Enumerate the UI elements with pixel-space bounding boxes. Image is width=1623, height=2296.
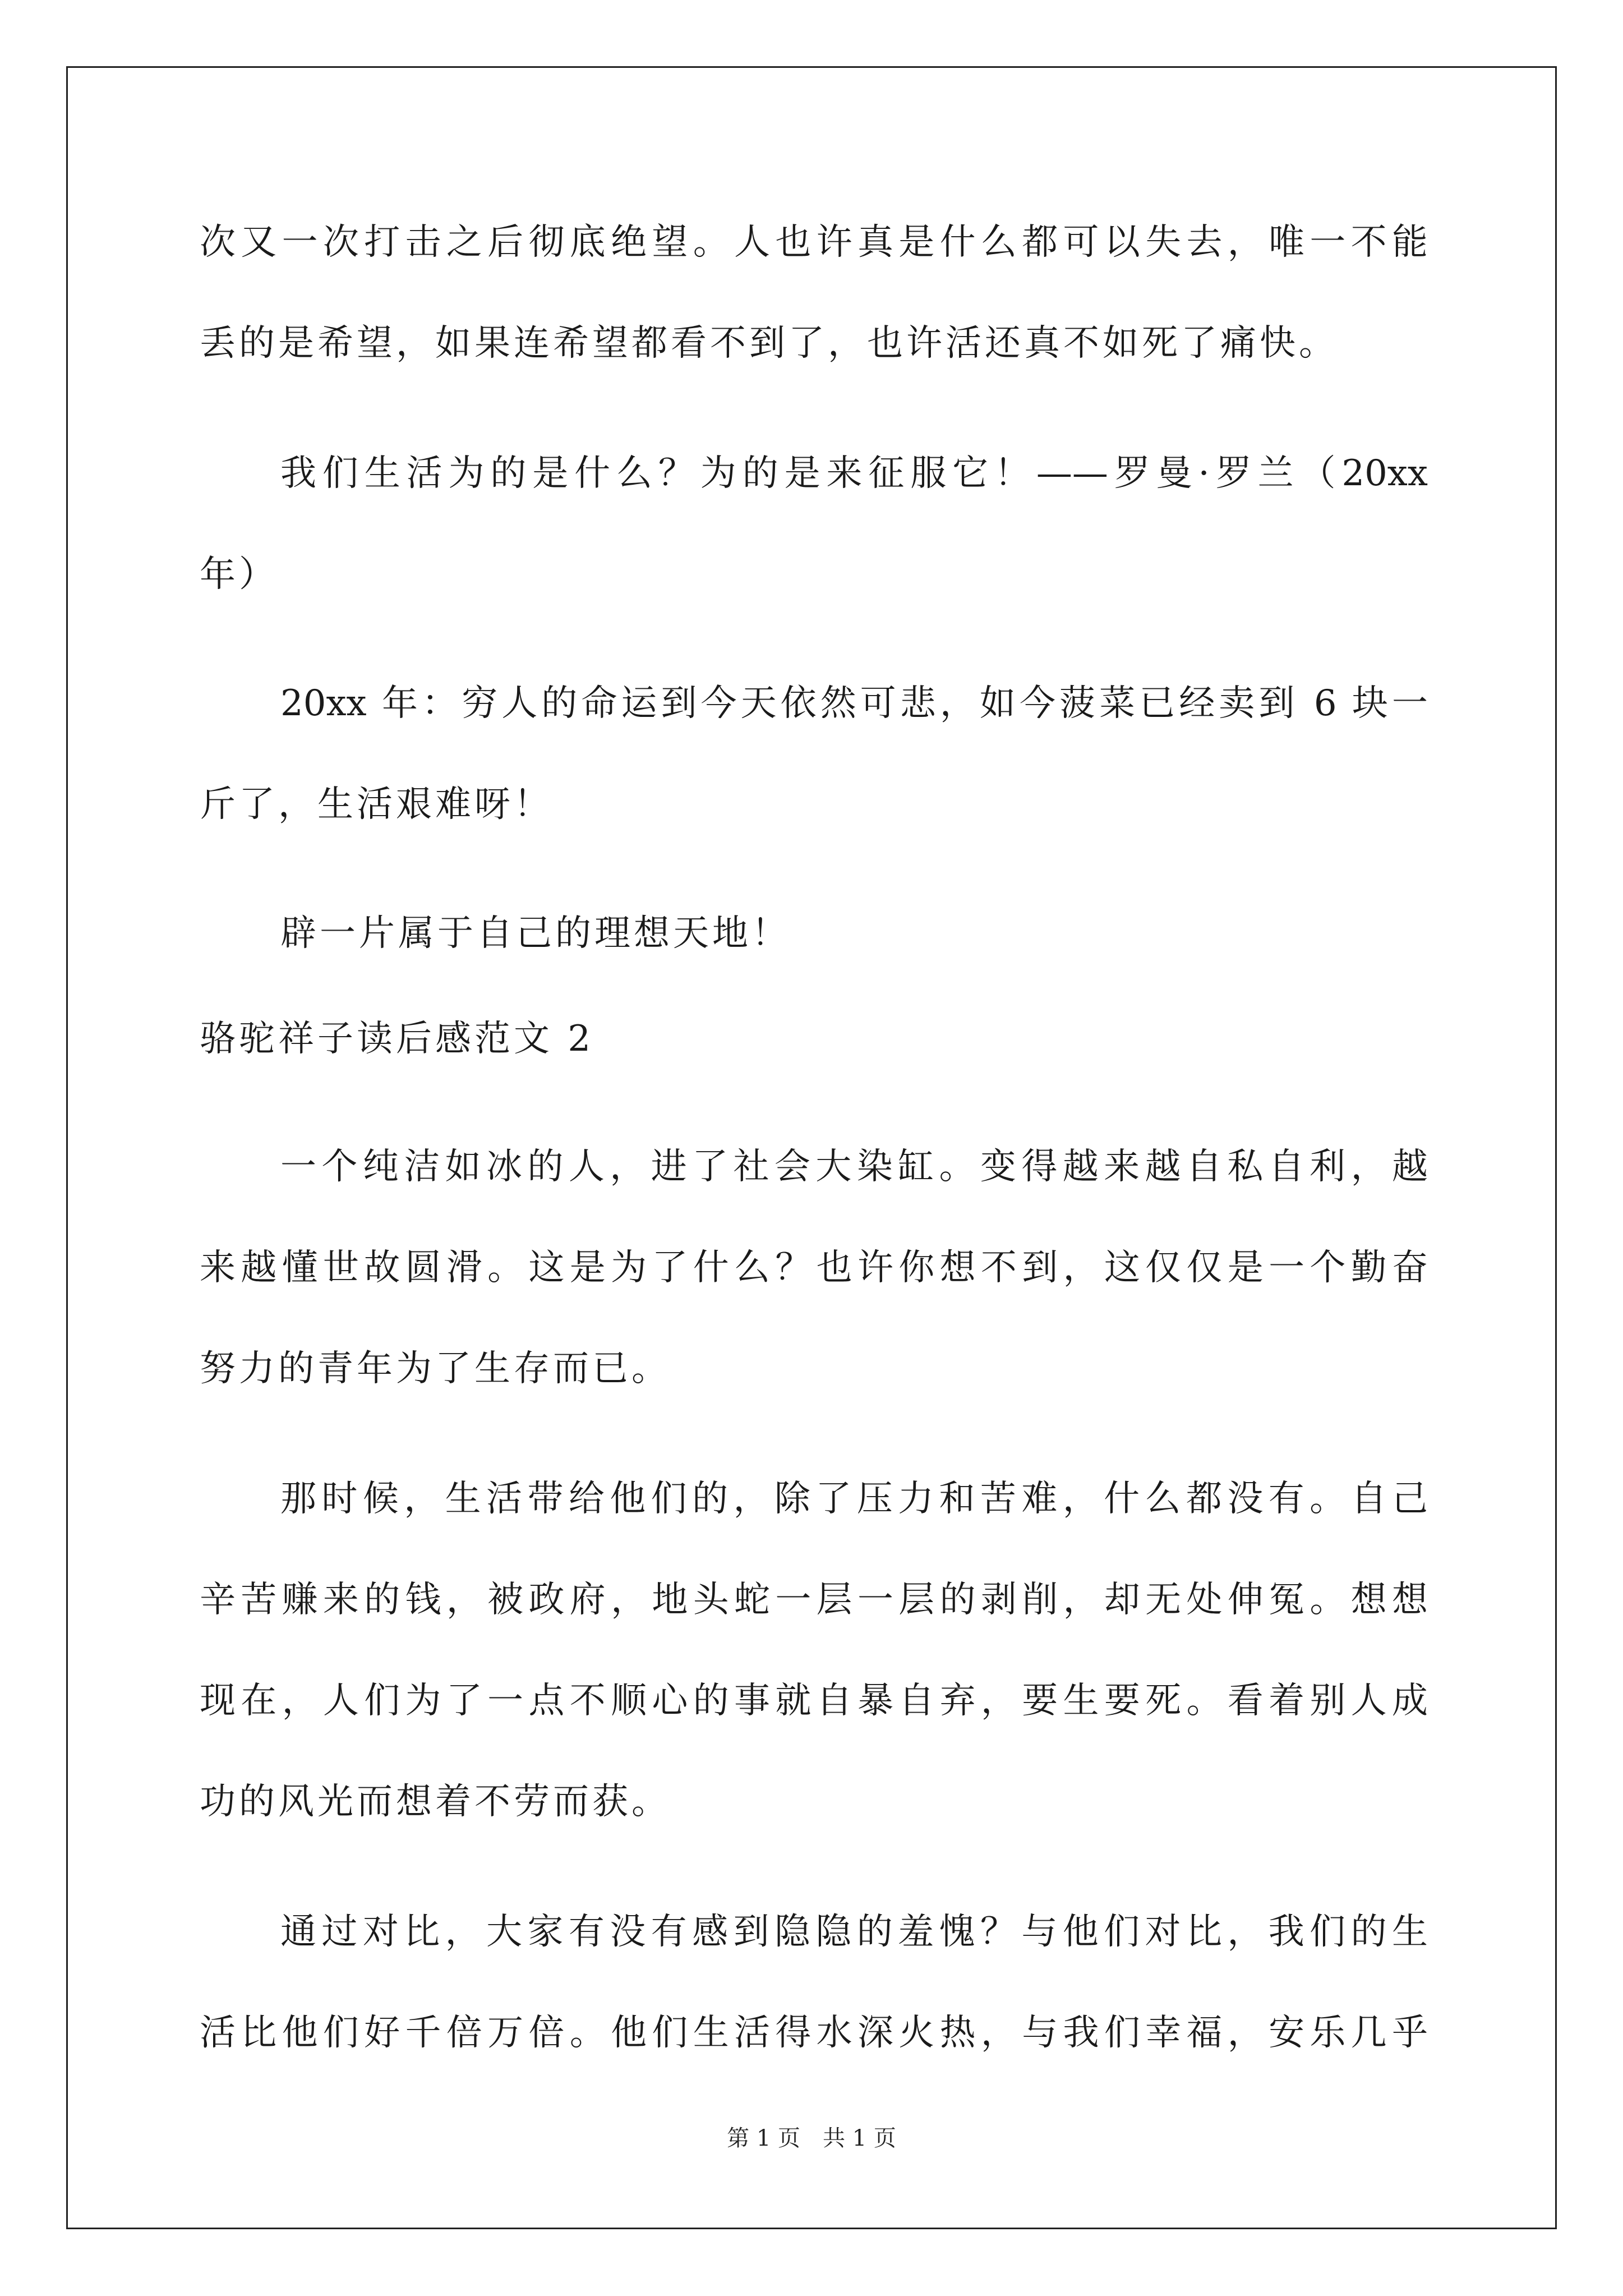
text-line: 来越懂世故圆滑。这是为了什么？也许你想不到，这仅仅是一个勤奋 [200,1247,1428,1289]
text-line: 斤了，生活艰难呀！ [200,784,553,825]
page-number-label: 第 1 页 共 1 页 [727,2125,896,2151]
section-heading: 骆驼祥子读后感范文 2 [200,1018,594,1060]
text-line: 那时候，生活带给他们的，除了压力和苦难，什么都没有。自己 [280,1478,1428,1520]
text-line: 20xx 年：穷人的命运到今天依然可悲，如今菠菜已经卖到 6 块一 [280,683,1428,724]
text-line: 辛苦赚来的钱，被政府，地头蛇一层一层的剥削，却无处伸冤。想想 [200,1579,1428,1621]
text-line: 活比他们好千倍万倍。他们生活得水深火热，与我们幸福，安乐几乎 [200,2012,1428,2054]
text-line: 次又一次打击之后彻底绝望。人也许真是什么都可以失去，唯一不能 [200,222,1428,263]
text-line: 一个纯洁如冰的人，进了社会大染缸。变得越来越自私自利，越 [280,1146,1428,1188]
text-line: 努力的青年为了生存而已。 [200,1348,671,1389]
text-line: 辟一片属于自己的理想天地！ [280,913,791,954]
text-line: 功的风光而想着不劳而获。 [200,1781,671,1823]
text-line: 通过对比，大家有没有感到隐隐的羞愧？与他们对比，我们的生 [280,1911,1428,1953]
text-line: 丢的是希望，如果连希望都看不到了，也许活还真不如死了痛快。 [200,323,1338,364]
text-line: 我们生活为的是什么？为的是来征服它！——罗曼·罗兰（20xx [280,453,1428,494]
text-line: 年） [200,554,278,595]
text-line: 现在，人们为了一点不顺心的事就自暴自弃，要生要死。看着别人成 [200,1680,1428,1722]
page-footer [0,2124,1623,2152]
